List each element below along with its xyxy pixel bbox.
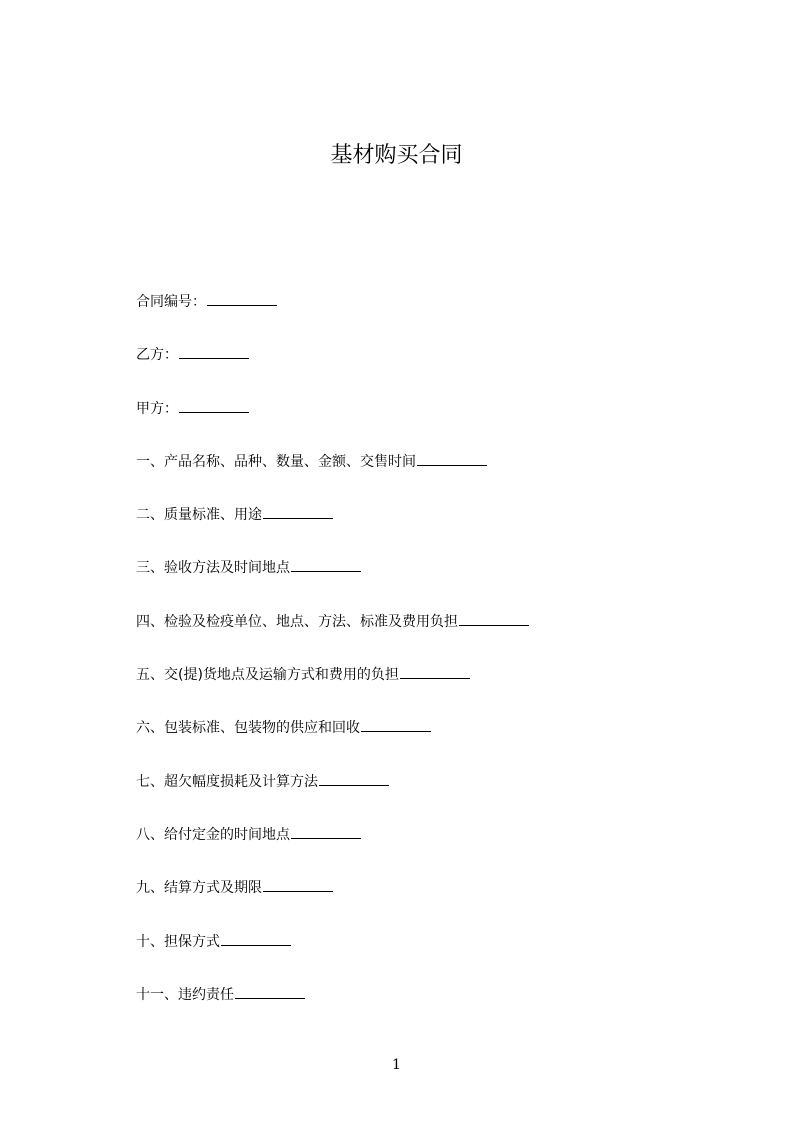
fill-in-blank	[319, 769, 389, 786]
field-contract-number	[136, 289, 756, 342]
clause-label: 六、包装标准、包装物的供应和回收	[136, 720, 360, 737]
clause-label: 三、验收方法及时间地点	[136, 560, 290, 577]
clause-label: 五、交(提)货地点及运输方式和费用的负担	[136, 667, 399, 684]
clause-9	[136, 875, 756, 928]
clause-label: 八、给付定金的时间地点	[136, 826, 290, 843]
field-party-b	[136, 342, 756, 395]
fill-in-blank	[179, 396, 249, 413]
field-label: 乙方：	[136, 347, 178, 364]
fill-in-blank	[179, 342, 249, 359]
fill-in-blank	[459, 609, 529, 626]
fill-in-blank	[417, 449, 487, 466]
clause-1	[136, 449, 756, 502]
fill-in-blank	[207, 289, 277, 306]
clause-4	[136, 609, 756, 662]
fill-in-blank	[291, 555, 361, 572]
clause-7	[136, 769, 756, 822]
document-title: 基材购买合同	[330, 143, 463, 168]
page-number: 1	[392, 1057, 401, 1073]
clause-11	[136, 982, 756, 1035]
clause-label: 一、产品名称、品种、数量、金额、交售时间	[136, 453, 416, 470]
clause-6	[136, 715, 756, 768]
fill-in-blank	[361, 715, 431, 732]
fill-in-blank	[263, 875, 333, 892]
clause-label: 十一、违约责任	[136, 986, 234, 1003]
clause-5	[136, 662, 756, 715]
field-label: 合同编号：	[136, 294, 206, 310]
clause-label: 九、结算方式及期限	[136, 880, 262, 897]
clause-10	[136, 929, 756, 982]
field-label: 甲方：	[136, 400, 178, 417]
fill-in-blank	[400, 662, 470, 679]
clause-3	[136, 555, 756, 608]
field-party-a	[136, 396, 756, 449]
clause-2	[136, 502, 756, 555]
contract-fields	[136, 289, 756, 1035]
clause-label: 七、超欠幅度损耗及计算方法	[136, 773, 318, 790]
fill-in-blank	[291, 822, 361, 839]
clause-label: 四、检验及检疫单位、地点、方法、标准及费用负担	[136, 613, 458, 630]
clause-label: 十、担保方式	[136, 933, 220, 950]
fill-in-blank	[263, 502, 333, 519]
fill-in-blank	[221, 929, 291, 946]
clause-8	[136, 822, 756, 875]
fill-in-blank	[235, 982, 305, 999]
clause-label: 二、质量标准、用途	[136, 507, 262, 524]
